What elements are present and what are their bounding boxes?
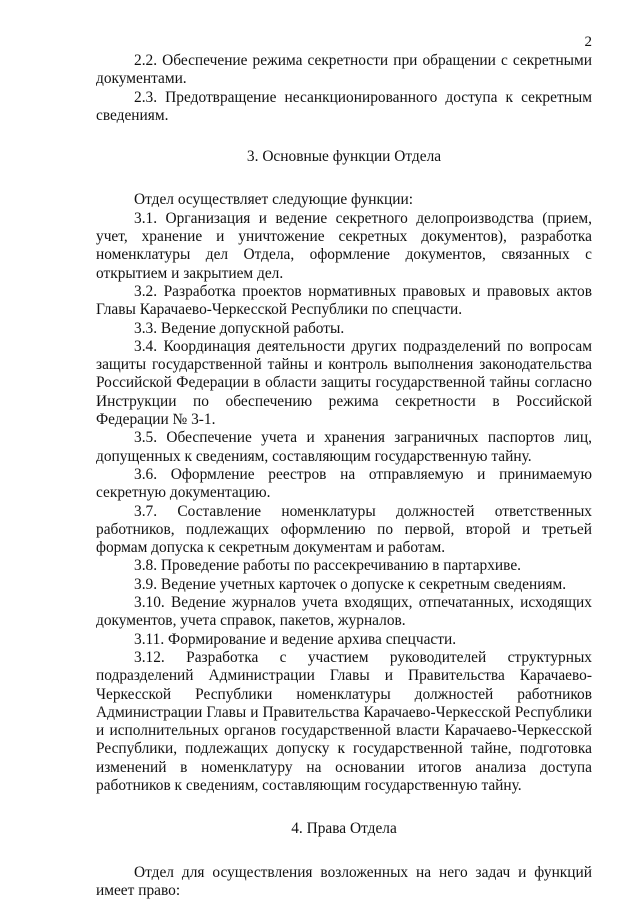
paragraph-3-12: 3.12. Разработка с участием руководителей структурных подразделений Администрации Главы и Правительства Карачаево-Черкесской Республики номенклатуры должностей работников Администрации Главы и Правительства Карачаево-Черкесской Республики и исполнительных органов государственной власти Карачаево-Черкесской Республики, подлежащих допуску к государственной тайне, подготовка изменений в номенклатуру на основании итогов анализа доступа работников к сведениям, составляющим государственную тайну. <box>96 648 592 794</box>
document-body <box>96 52 592 900</box>
paragraph-3-10: 3.10. Ведение журналов учета входящих, отпечатанных, исходящих документов, учета справок, пакетов, журналов. <box>96 594 592 630</box>
paragraph-3-4: 3.4. Координация деятельности других подразделений по вопросам защиты государственной тайны и контроль выполнения законодательства Российской Федерации в области защиты государственной тайны согласно Инструкции по обеспечению режима секретности в Российской Федерации № 3-1. <box>96 337 592 429</box>
paragraph-2-2: 2.2. Обеспечение режима секретности при обращении с секретными документами. <box>96 52 592 88</box>
paragraph-3-3: 3.3. Ведение допускной работы. <box>134 319 345 337</box>
paragraph-3-6: 3.6. Оформление реестров на отправляемую и принимаемую секретную документацию. <box>96 465 592 502</box>
paragraph-3-9: 3.9. Ведение учетных карточек о допуске к секретным сведениям. <box>134 575 567 593</box>
section-3-heading: 3. Основные функции Отдела <box>246 148 442 166</box>
section-3-intro: Отдел осуществляет следующие функции: <box>134 191 413 209</box>
paragraph-3-8: 3.8. Проведение работы по рассекречиванию в партархиве. <box>134 557 522 575</box>
section-4-heading: 4. Права Отдела <box>291 820 397 838</box>
paragraph-2-3: 2.3. Предотвращение несанкционированного доступа к секретным сведениям. <box>96 88 592 124</box>
paragraph-3-1: 3.1. Организация и ведение секретного делопроизводства (прием, учет, хранение и уничтожение секретных документов), разработка номенклатуры дел Отдела, оформление документов, связанных с открытием и закрытием дел. <box>96 209 592 282</box>
paragraph-3-7: 3.7. Составление номенклатуры должностей ответственных работников, подлежащих оформлению по первой, второй и третьей формам допуска к секретным документам и работам. <box>96 502 592 557</box>
section-4-intro: Отдел для осуществления возложенных на него задач и функций имеет право: <box>96 863 592 899</box>
paragraph-3-2: 3.2. Разработка проектов нормативных правовых и правовых актов Главы Карачаево-Черкесской Республики по спецчасти. <box>96 282 592 319</box>
page-number: 2 <box>584 34 592 50</box>
paragraph-3-11: 3.11. Формирование и ведение архива спецчасти. <box>134 630 457 648</box>
paragraph-3-5: 3.5. Обеспечение учета и хранения заграничных паспортов лиц, допущенных к сведениям, составляющим государственную тайну. <box>96 429 592 465</box>
